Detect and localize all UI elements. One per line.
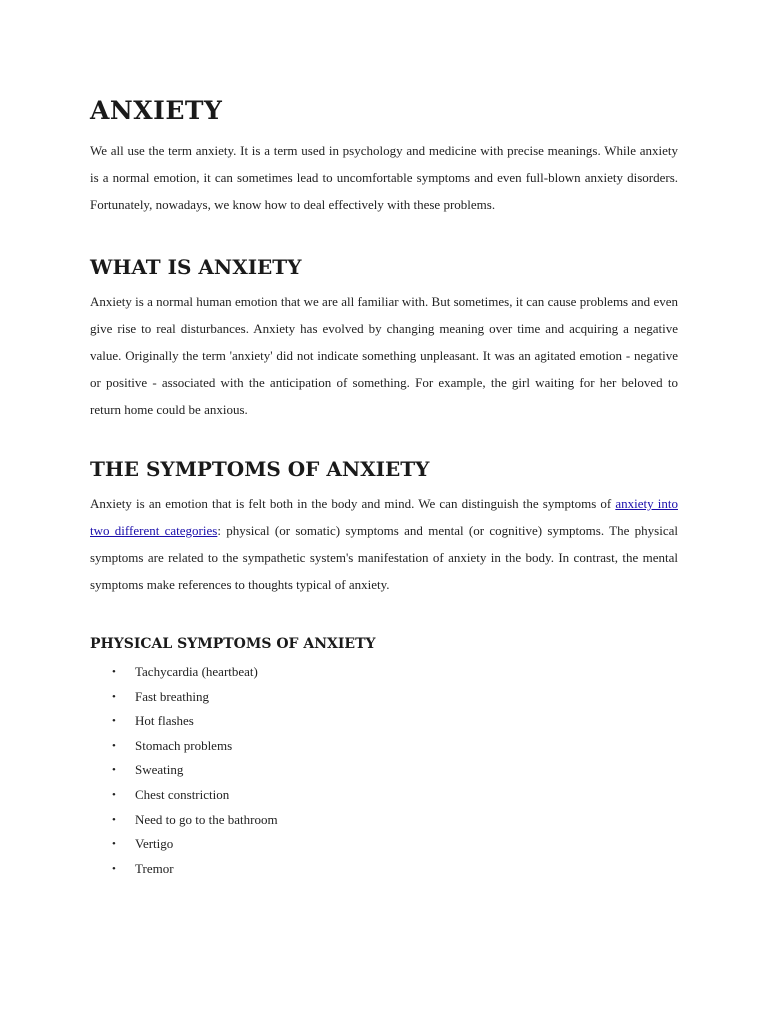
list-item-text: Sweating xyxy=(135,762,184,778)
bullet-icon: • xyxy=(112,666,116,678)
list-item-text: Chest constriction xyxy=(135,786,230,802)
symptoms-paragraph xyxy=(90,490,678,598)
bullet-icon: • xyxy=(112,690,116,703)
list-item xyxy=(112,758,678,783)
physical-symptoms-list xyxy=(90,660,678,881)
list-item xyxy=(112,808,678,833)
symptoms-heading: THE SYMPTOMS OF ANXIETY xyxy=(90,457,430,481)
list-item-text: Need to go to the bathroom xyxy=(135,811,278,827)
list-item-text: Vertigo xyxy=(135,836,174,852)
bullet-icon: • xyxy=(112,838,116,851)
physical-symptoms-heading: PHYSICAL SYMPTOMS OF ANXIETY xyxy=(90,636,376,652)
list-item xyxy=(112,660,678,685)
bullet-icon: • xyxy=(112,739,116,752)
list-item xyxy=(112,685,678,710)
list-item-text: Stomach problems xyxy=(135,737,233,753)
bullet-icon: • xyxy=(112,862,116,875)
bullet-icon: • xyxy=(112,715,116,728)
bullet-icon: • xyxy=(112,813,116,826)
bullet-icon: • xyxy=(112,788,116,801)
categories-link[interactable]: anxiety into two different categories xyxy=(90,496,678,538)
list-item xyxy=(112,709,678,734)
what-is-anxiety-heading: WHAT IS ANXIETY xyxy=(90,255,302,279)
list-item-text: Tachycardia (heartbeat) xyxy=(135,664,258,679)
list-item-text: Fast breathing xyxy=(135,688,210,704)
list-item xyxy=(112,832,678,857)
list-item xyxy=(112,783,678,808)
list-item-text: Hot flashes xyxy=(135,713,194,729)
bullet-icon: • xyxy=(112,764,116,777)
symptoms-text-after: : physical (or somatic) symptoms and mental (or cognitive) symptoms. The physical symptoms are related to the sympathetic system's manifestation of anxiety in the body. In contrast, the mental symptoms make references to thoughts typical of anxiety. xyxy=(90,523,678,592)
list-item-text: Tremor xyxy=(135,860,174,876)
intro-paragraph: We all use the term anxiety. It is a term used in psychology and medicine with precise meanings. While anxiety is a normal emotion, it can sometimes lead to uncomfortable symptoms and even full-blown anxiety disorders. Fortunately, nowadays, we know how to deal effectively with these problems. xyxy=(90,143,678,212)
list-item xyxy=(112,857,678,882)
page-title: ANXIETY xyxy=(90,96,223,125)
symptoms-text-before: Anxiety is an emotion that is felt both in the body and mind. We can distinguish the symptoms of xyxy=(90,496,616,511)
list-item xyxy=(112,734,678,759)
what-is-anxiety-paragraph: Anxiety is a normal human emotion that we are all familiar with. But sometimes, it can cause problems and even give rise to real disturbances. Anxiety has evolved by changing meaning over time and acquiring a negative value. Originally the term 'anxiety' did not indicate something unpleasant. It was an agitated emotion - negative or positive - associated with the anticipation of something. For example, the girl waiting for her beloved to return home could be anxious. xyxy=(90,294,678,417)
